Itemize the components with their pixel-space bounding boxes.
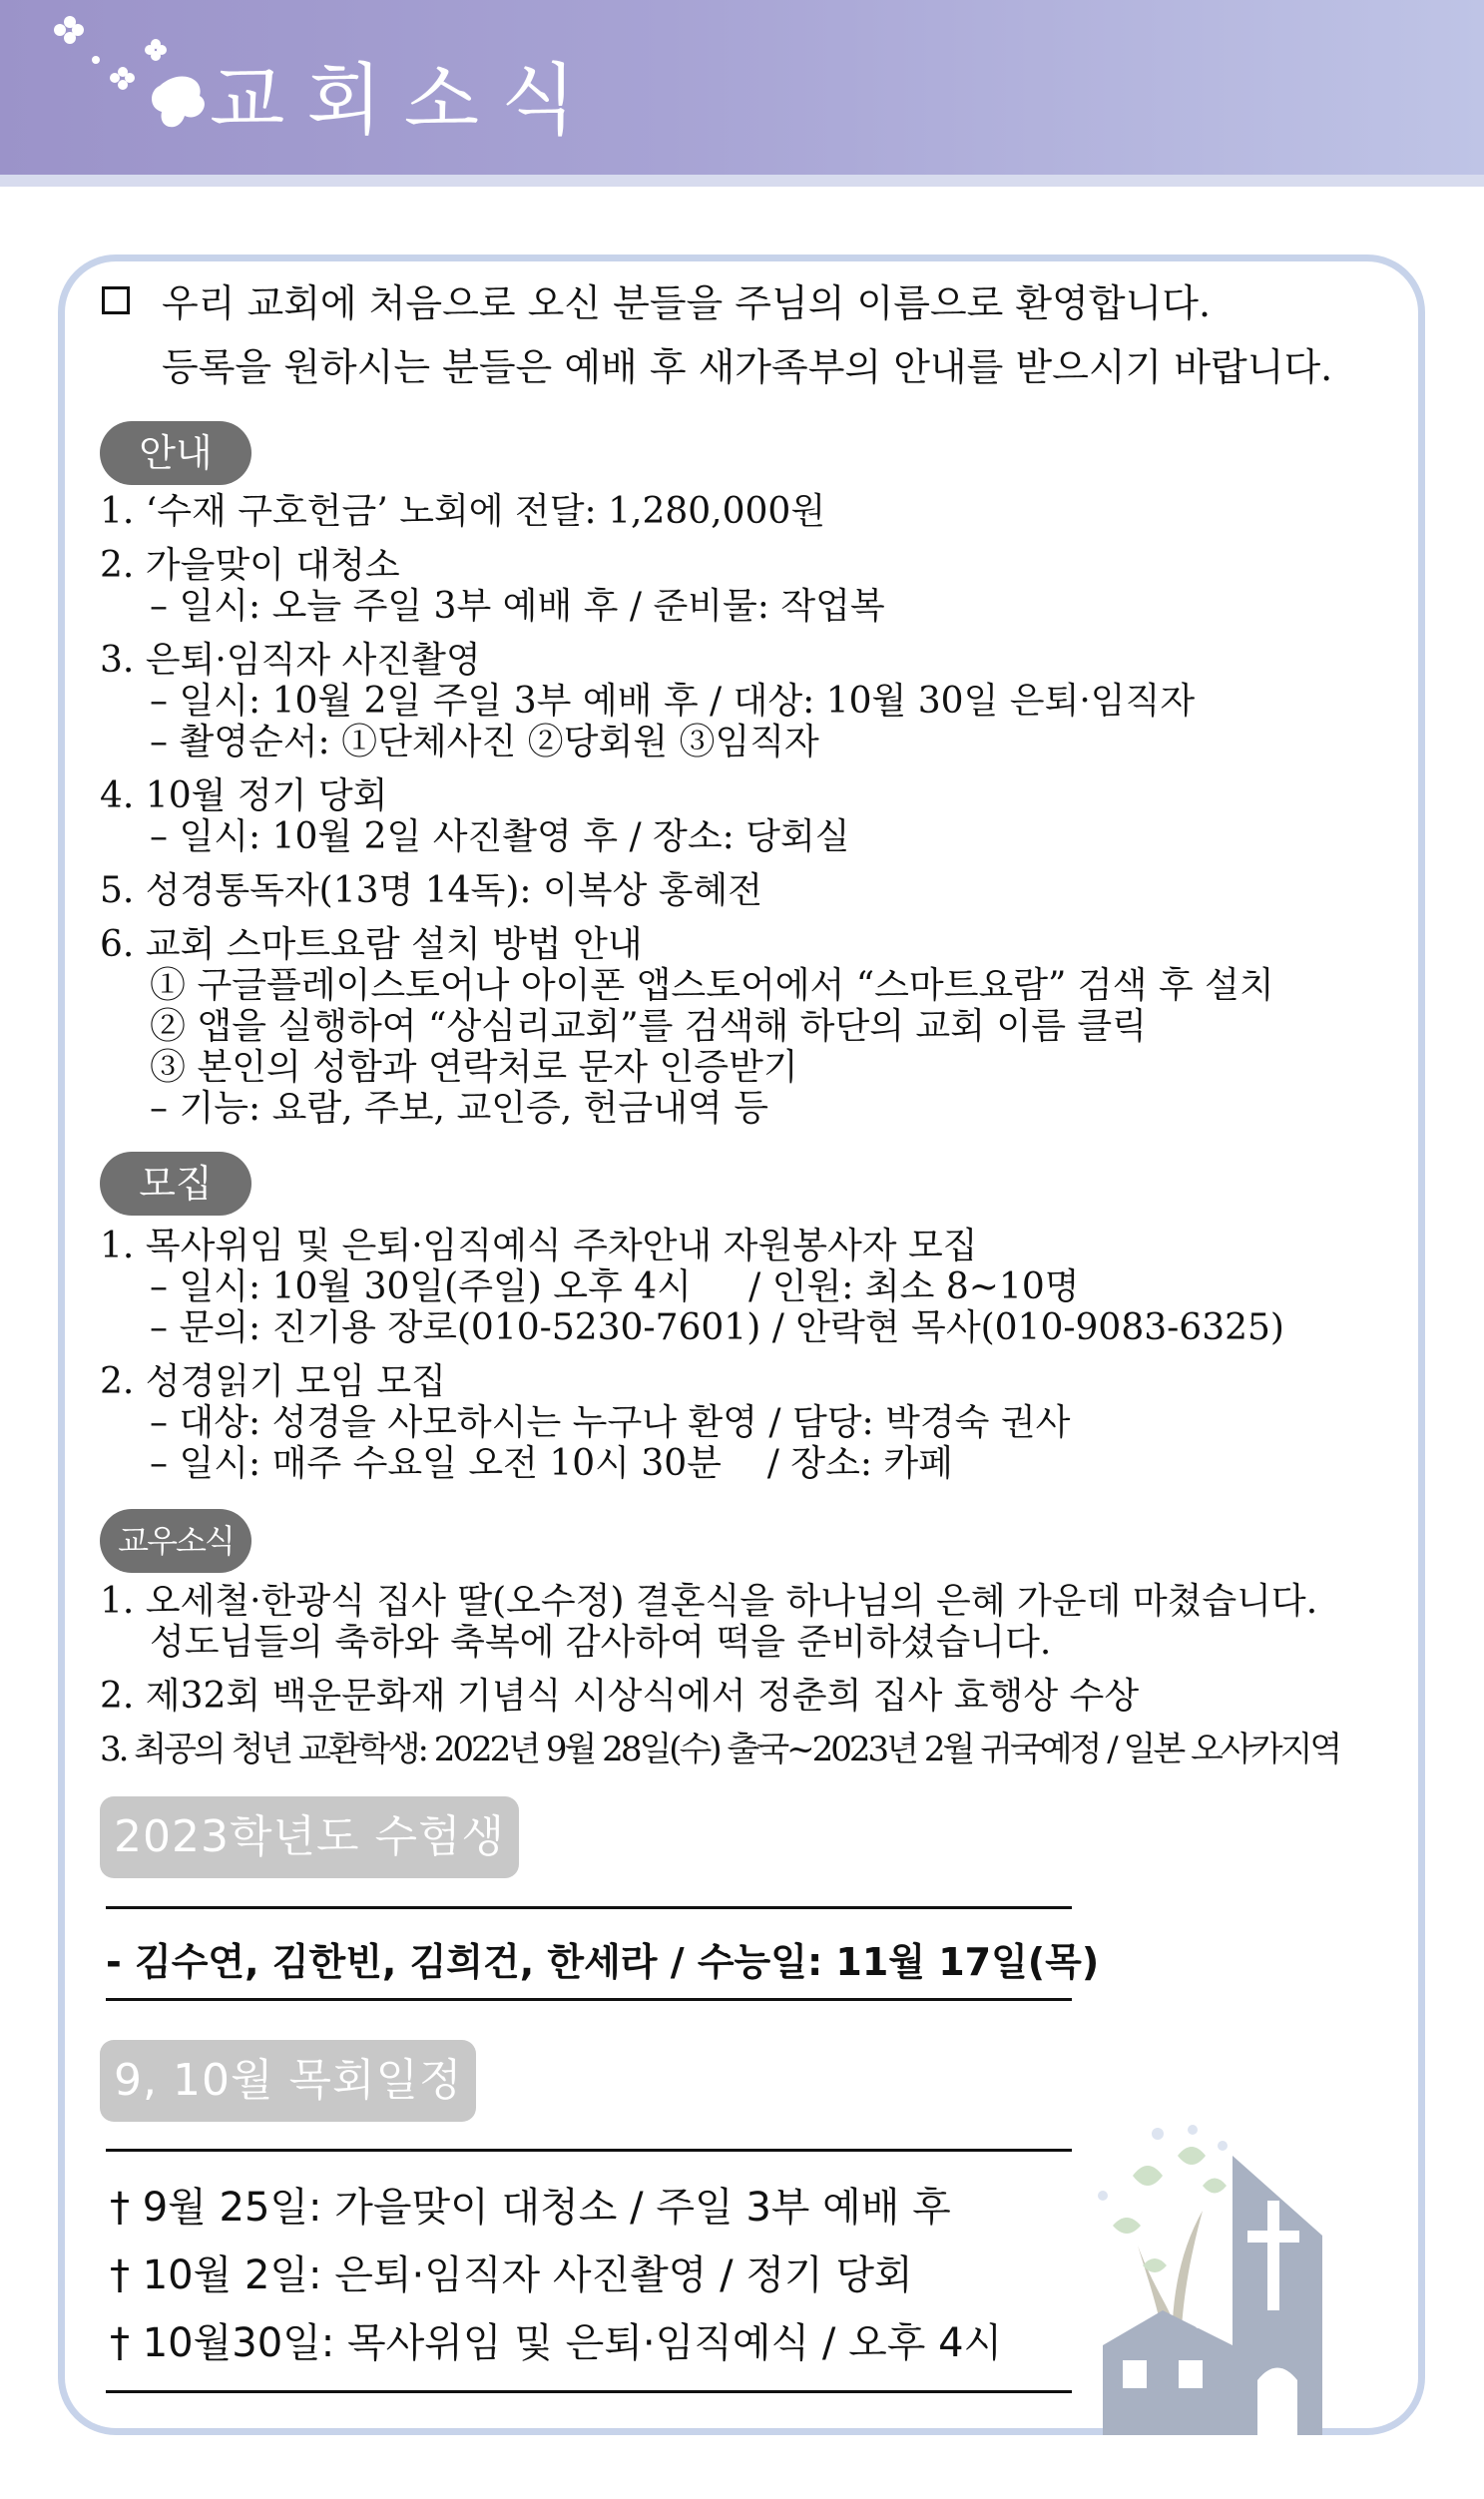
notice-label: 안내 <box>100 421 251 485</box>
welcome-line-1 <box>102 271 1399 335</box>
item-text: 2. 가을맞이 대청소 <box>100 545 400 586</box>
item-text: 3. 최공의 청년 교환학생: 2022년 9월 28일(수) 출국~2023년 2월 귀국예정 / 일본 오사카지역 <box>100 1730 1340 1769</box>
item-subtext: – 일시: 10월 30일(주일) 오후 4시 / 인원: 최소 8~10명 <box>150 1266 1080 1307</box>
checkbox-icon <box>102 286 130 314</box>
list-item <box>100 640 1407 762</box>
item-subtext: ① 구글플레이스토어나 아이폰 앱스토어에서 “스마트요람” 검색 후 설치 <box>150 965 1274 1006</box>
item-subtext: – 일시: 매주 수요일 오전 10시 30분 / 장소: 카페 <box>150 1443 953 1484</box>
divider <box>106 2390 1072 2393</box>
exam-students: - 김수연, 김한빈, 김희건, 한세라 / 수능일: 11월 17일(목) <box>106 1940 1100 1984</box>
schedule-item: † 10월 2일: 은퇴·임직자 사진촬영 / 정기 당회 <box>110 2252 913 2298</box>
item-text: 2. 제32회 백운문화재 기념식 시상식에서 정춘희 집사 효행상 수상 <box>100 1676 1140 1717</box>
list-item <box>100 870 1407 911</box>
exam-label: 2023학년도 수험생 <box>100 1796 519 1878</box>
list-item <box>100 1581 1407 1663</box>
members-list <box>100 1581 1407 1783</box>
list-item <box>100 545 1407 627</box>
item-text: 3. 은퇴·임직자 사진촬영 <box>100 640 481 681</box>
item-subtext: – 촬영순서: ①단체사진 ②당회원 ③임직자 <box>150 722 819 762</box>
schedule-label: 9, 10월 목회일정 <box>100 2040 476 2122</box>
welcome-line-2: 등록을 원하시는 분들은 예배 후 새가족부의 안내를 받으시기 바랍니다. <box>162 345 1333 389</box>
divider <box>106 1998 1072 2001</box>
item-text: 5. 성경통독자(13명 14독): 이복상 홍혜전 <box>100 870 763 911</box>
item-text: 1. ‘수재 구호헌금’ 노회에 전달: 1,280,000원 <box>100 491 826 532</box>
welcome-text-1: 우리 교회에 처음으로 오신 분들을 주님의 이름으로 환영합니다. <box>162 281 1212 325</box>
list-item <box>100 1226 1407 1348</box>
item-subtext: – 대상: 성경을 사모하시는 누구나 환영 / 담당: 박경숙 권사 <box>150 1402 1071 1443</box>
page-title: 교회소식 <box>210 56 599 146</box>
item-subtext: – 일시: 10월 2일 사진촬영 후 / 장소: 당회실 <box>150 816 850 857</box>
list-item <box>100 1676 1407 1717</box>
item-subtext: – 문의: 진기용 장로(010-5230-7601) / 안락현 목사(010-9083-6325) <box>150 1307 1284 1348</box>
notice-list <box>100 491 1407 1142</box>
item-subtext: ③ 본인의 성함과 연락처로 문자 인증받기 <box>150 1047 798 1088</box>
item-subtext: – 일시: 10월 2일 주일 3부 예배 후 / 대상: 10월 30일 은퇴·임직자 <box>150 681 1196 722</box>
list-item <box>100 775 1407 857</box>
item-text: 6. 교회 스마트요람 설치 방법 안내 <box>100 924 643 965</box>
item-text: 4. 10월 정기 당회 <box>100 775 388 816</box>
item-text: 1. 오세철·한광식 집사 딸(오수정) 결혼식을 하나님의 은혜 가운데 마쳤습니다. <box>100 1581 1318 1622</box>
schedule-item: † 9월 25일: 가을맞이 대청소 / 주일 3부 예배 후 <box>110 2185 951 2231</box>
list-item <box>100 1361 1407 1484</box>
item-text: 2. 성경읽기 모임 모집 <box>100 1361 446 1402</box>
item-continuation: 성도님들의 축하와 축복에 감사하여 떡을 준비하셨습니다. <box>150 1622 1052 1663</box>
item-subtext: – 기능: 요람, 주보, 교인증, 헌금내역 등 <box>150 1088 768 1129</box>
members-label: 교우소식 <box>100 1509 251 1573</box>
divider <box>106 1906 1072 1909</box>
header-shadow <box>0 175 1484 187</box>
church-illustration-icon <box>1083 2116 1322 2435</box>
item-subtext: ② 앱을 실행하여 “상심리교회”를 검색해 하단의 교회 이름 클릭 <box>150 1006 1147 1047</box>
recruit-list <box>100 1226 1407 1497</box>
list-item <box>100 924 1407 1129</box>
welcome-message <box>102 271 1399 399</box>
divider <box>106 2149 1072 2152</box>
list-item <box>100 1730 1407 1770</box>
header-banner <box>0 0 1484 175</box>
schedule-list <box>110 2174 1088 2377</box>
recruit-label: 모집 <box>100 1152 251 1216</box>
flower-deco-icon <box>40 8 210 138</box>
schedule-item: † 10월30일: 목사위임 및 은퇴·임직예식 / 오후 4시 <box>110 2320 1003 2366</box>
item-text: 1. 목사위임 및 은퇴·임직예식 주차안내 자원봉사자 모집 <box>100 1226 978 1266</box>
item-subtext: – 일시: 오늘 주일 3부 예배 후 / 준비물: 작업복 <box>150 586 885 627</box>
list-item <box>100 491 1407 532</box>
